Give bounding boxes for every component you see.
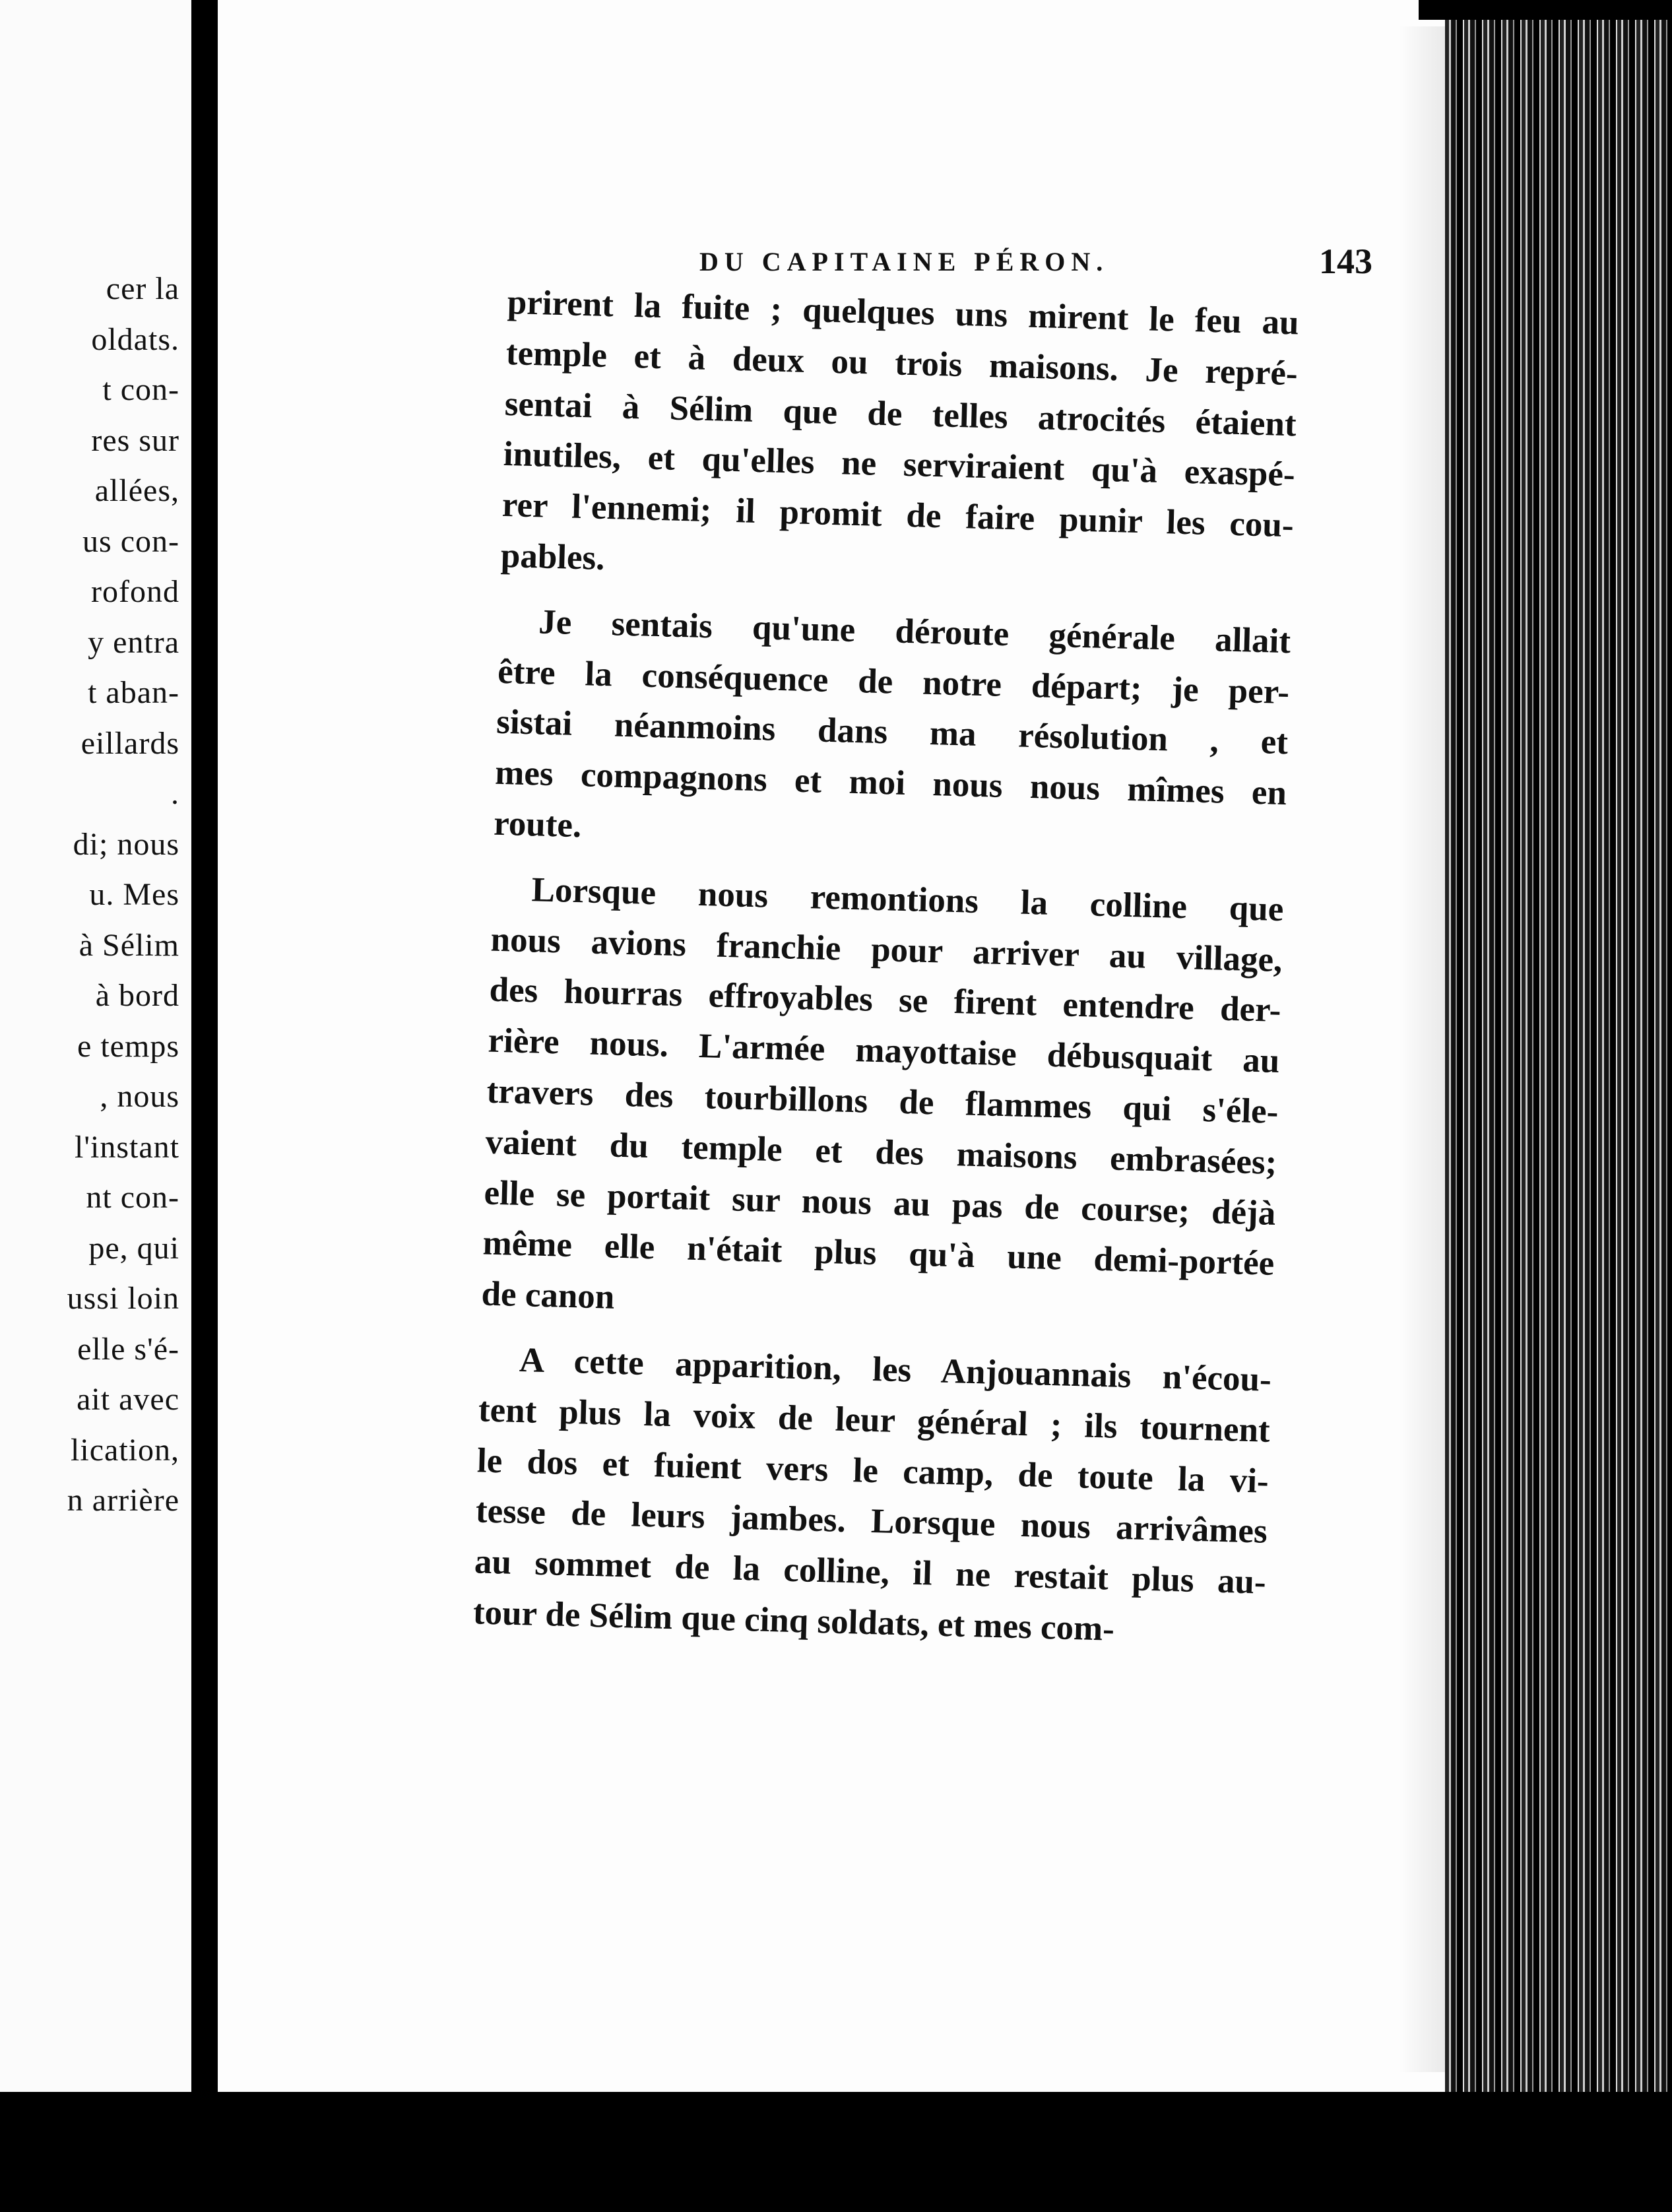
- left-page-text: [0, 264, 179, 1526]
- right-main-page: [218, 0, 1445, 2092]
- text-line: Je sentais qu'une déroute générale allait: [538, 602, 1291, 661]
- text-line: tesse de leurs jambes. Lorsque nous arrivâmes: [475, 1491, 1268, 1551]
- text-line: sistai néanmoins dans ma résolution , et: [496, 703, 1289, 762]
- paragraph: [500, 277, 1300, 602]
- left-page-line: , nous: [100, 1079, 179, 1114]
- text-line: être la conséquence de notre départ; je per-: [497, 652, 1290, 711]
- page-number: 143: [1319, 242, 1372, 281]
- body-text: [472, 277, 1299, 1673]
- text-line: nous avions franchie pour arriver au village,: [490, 920, 1283, 979]
- page-edge-shadow: [1399, 26, 1445, 2072]
- left-page-line: ussi loin: [67, 1281, 179, 1316]
- left-page-line: t aban-: [88, 675, 179, 710]
- text-line: de canon: [480, 1274, 616, 1317]
- left-page-line: us con-: [82, 523, 179, 559]
- text-line: rière nous. L'armée mayottaise débusquait au: [487, 1021, 1281, 1081]
- left-page-line: allées,: [94, 473, 179, 508]
- text-line: vaient du temple et des maisons embrasées;: [484, 1122, 1278, 1182]
- text-line: inutiles, et qu'elles ne serviraient qu'à exaspé-: [503, 435, 1296, 494]
- left-page-line: res sur: [91, 422, 179, 458]
- text-line: sentai à Sélim que de telles atrocités étaient: [504, 384, 1297, 443]
- text-line: mes compagnons et moi nous nous mîmes en: [494, 753, 1287, 813]
- text-line: pables.: [500, 536, 606, 577]
- left-page-line: t con-: [102, 372, 179, 407]
- paragraph: [481, 863, 1285, 1340]
- text-line: temple et à deux ou trois maisons. Je repré-: [505, 333, 1299, 393]
- left-page-line: l'instant: [75, 1129, 179, 1165]
- left-page-line: oldats.: [91, 321, 179, 357]
- text-line: route.: [493, 804, 583, 845]
- left-page-line: e temps: [77, 1028, 179, 1064]
- left-page-line: n arrière: [67, 1483, 179, 1518]
- left-page-line: u. Mes: [89, 877, 179, 912]
- text-line: travers des tourbillons de flammes qui s'éle-: [486, 1072, 1279, 1131]
- book-page-edges: [1445, 20, 1672, 2098]
- left-page-line: rofond: [91, 574, 179, 609]
- text-line: tour de Sélim que cinq soldats, et mes com-: [472, 1593, 1115, 1648]
- left-page-line: à Sélim: [79, 927, 179, 963]
- scan-border-bottom: [0, 2092, 1672, 2212]
- left-page-line: .: [171, 776, 179, 811]
- text-line: des hourras effroyables se firent entendre der-: [488, 970, 1282, 1030]
- paragraph: [493, 596, 1291, 870]
- running-head-title: DU CAPITAINE PÉRON.: [699, 247, 1109, 276]
- scan-border-top: [1419, 0, 1672, 20]
- text-line: même elle n'était plus qu'à une demi-portée: [482, 1223, 1275, 1284]
- text-line: au sommet de la colline, il ne restait plus au-: [474, 1542, 1267, 1602]
- left-page-line: eillards: [80, 725, 179, 761]
- left-page-line: y entra: [88, 624, 179, 660]
- left-facing-page: [0, 0, 191, 2125]
- left-page-line: nt con-: [86, 1180, 179, 1215]
- paragraph: [472, 1334, 1272, 1658]
- text-line: prirent la fuite ; quelques uns mirent le feu au: [507, 282, 1300, 342]
- left-page-line: elle s'é-: [77, 1331, 179, 1367]
- text-line: elle se portait sur nous au pas de course; déjà: [483, 1173, 1277, 1233]
- left-page-line: lication,: [71, 1432, 179, 1468]
- text-line: A cette apparition, les Anjouannais n'écou-: [519, 1340, 1272, 1399]
- text-line: Lorsque nous remontions la colline que: [531, 870, 1285, 928]
- book-gutter: [191, 0, 218, 2212]
- left-page-line: cer la: [106, 271, 179, 306]
- text-line: rer l'ennemi; il promit de faire punir les cou-: [501, 486, 1295, 545]
- left-page-line: di; nous: [73, 826, 179, 862]
- text-line: le dos et fuient vers le camp, de toute la vi-: [476, 1441, 1270, 1501]
- left-page-line: pe, qui: [88, 1230, 179, 1266]
- left-page-line: à bord: [95, 978, 179, 1013]
- left-page-line: ait avec: [77, 1382, 179, 1417]
- text-line: tent plus la voix de leur général ; ils tournent: [478, 1390, 1271, 1450]
